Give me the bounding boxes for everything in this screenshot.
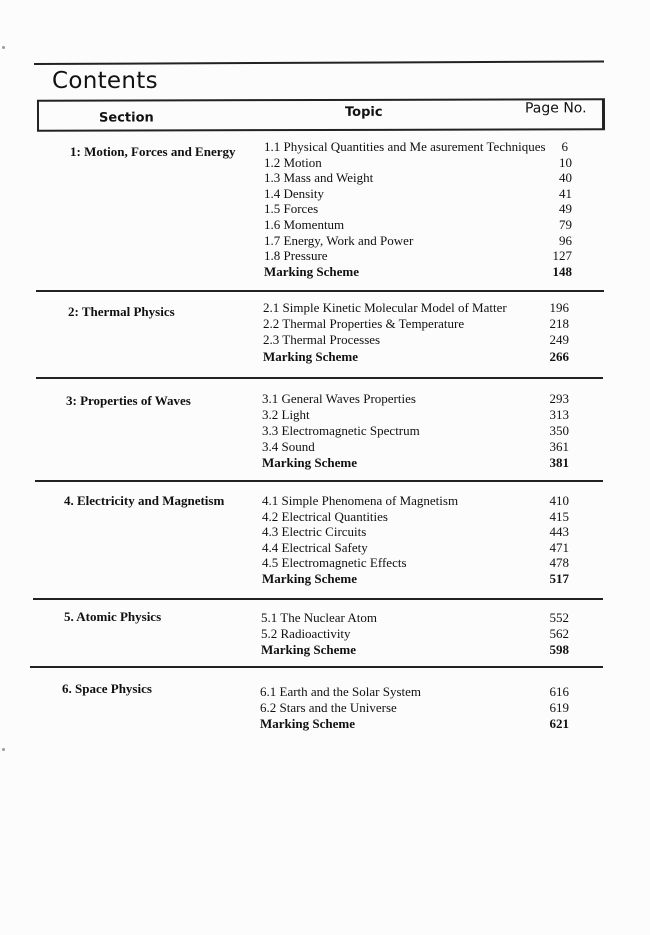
page-number: 410	[549, 493, 569, 508]
page-number: 148	[552, 263, 572, 279]
topic-label: 2.3 Thermal Processes	[263, 332, 381, 348]
section-divider	[35, 480, 603, 482]
page-number: 621	[549, 715, 569, 731]
scan-speck	[2, 46, 5, 49]
page-number: 415	[549, 508, 569, 524]
section-divider	[36, 290, 604, 292]
page-number: 478	[549, 555, 569, 571]
page-number: 350	[549, 422, 569, 438]
topic-label: 1.7 Energy, Work and Power	[264, 232, 414, 248]
topic-label: Marking Scheme	[262, 571, 357, 586]
section-name: 1: Motion, Forces and Energy	[70, 144, 236, 159]
page-number: 293	[549, 391, 569, 406]
page-number: 6	[561, 139, 568, 154]
page-number: 517	[549, 571, 569, 586]
topic-label: 6.1 Earth and the Solar System	[260, 684, 422, 699]
page-number: 10	[559, 154, 572, 170]
table-header	[37, 98, 605, 131]
topic-label: 1.4 Density	[264, 185, 324, 201]
topic-label: 4.4 Electrical Safety	[262, 539, 368, 555]
page-number: 381	[549, 454, 569, 470]
page-number: 552	[549, 610, 569, 625]
page-number: 249	[549, 332, 569, 348]
topic-label: 3.1 General Waves Properties	[262, 391, 416, 406]
topic-label: 1.6 Momentum	[264, 217, 345, 232]
page-number: 313	[549, 406, 569, 422]
header-section: Section	[98, 110, 154, 126]
page-number: 96	[559, 232, 572, 248]
topic-label: 2.1 Simple Kinetic Molecular Model of Matter	[263, 300, 507, 315]
header-page-no: Page No.	[524, 100, 587, 117]
topic-label: 1.5 Forces	[264, 201, 319, 217]
topic-label: 1.2 Motion	[264, 154, 322, 170]
page-title: Contents	[52, 68, 158, 94]
section-name: 4. Electricity and Magnetism	[64, 493, 225, 508]
page-number: 40	[559, 170, 572, 186]
page-number: 361	[549, 438, 569, 454]
topic-label: 1.3 Mass and Weight	[264, 170, 374, 186]
topic-label: Marking Scheme	[264, 263, 359, 279]
topic-label: Marking Scheme	[262, 454, 357, 470]
topic-label: 3.3 Electromagnetic Spectrum	[262, 422, 420, 438]
topic-label: 6.2 Stars and the Universe	[260, 699, 397, 715]
page-number: 598	[549, 642, 569, 657]
topic-label: 1.1 Physical Quantities and Me asurement Techniques	[264, 139, 546, 154]
topic-label: 3.2 Light	[262, 406, 310, 422]
section-divider	[30, 666, 603, 668]
topic-label: 3.4 Sound	[262, 438, 315, 454]
section-name: 2: Thermal Physics	[68, 304, 175, 319]
topic-label: 5.1 The Nuclear Atom	[261, 610, 378, 625]
topic-label: 4.1 Simple Phenomena of Magnetism	[262, 493, 459, 508]
page-number: 49	[559, 201, 572, 217]
topic-label: Marking Scheme	[260, 715, 355, 731]
page-number: 79	[559, 217, 572, 232]
page-number: 616	[549, 684, 569, 699]
header-topic: Topic	[344, 104, 383, 120]
page-number: 41	[559, 185, 572, 201]
topic-label: 1.8 Pressure	[264, 248, 328, 264]
page-number: 218	[549, 316, 569, 332]
topic-label: 4.3 Electric Circuits	[262, 524, 367, 540]
page-number: 196	[549, 300, 569, 315]
section-name: 3: Properties of Waves	[66, 393, 191, 408]
topic-label: Marking Scheme	[263, 348, 358, 364]
page-number: 127	[552, 248, 572, 264]
page-number: 471	[549, 539, 569, 555]
page-number: 443	[549, 524, 569, 540]
topic-label: 4.2 Electrical Quantities	[262, 508, 388, 524]
topic-label: Marking Scheme	[261, 642, 356, 657]
section-divider	[36, 377, 603, 379]
topic-label: 5.2 Radioactivity	[261, 626, 351, 641]
scan-speck	[2, 748, 5, 751]
top-rule	[34, 61, 604, 65]
topic-label: 4.5 Electromagnetic Effects	[262, 555, 407, 571]
page-number: 266	[549, 348, 569, 364]
topic-label: 2.2 Thermal Properties & Temperature	[263, 316, 465, 332]
section-divider	[33, 598, 603, 600]
section-name: 6. Space Physics	[62, 681, 152, 696]
page-number: 562	[549, 626, 569, 641]
section-name: 5. Atomic Physics	[64, 609, 162, 624]
page-number: 619	[549, 699, 569, 715]
